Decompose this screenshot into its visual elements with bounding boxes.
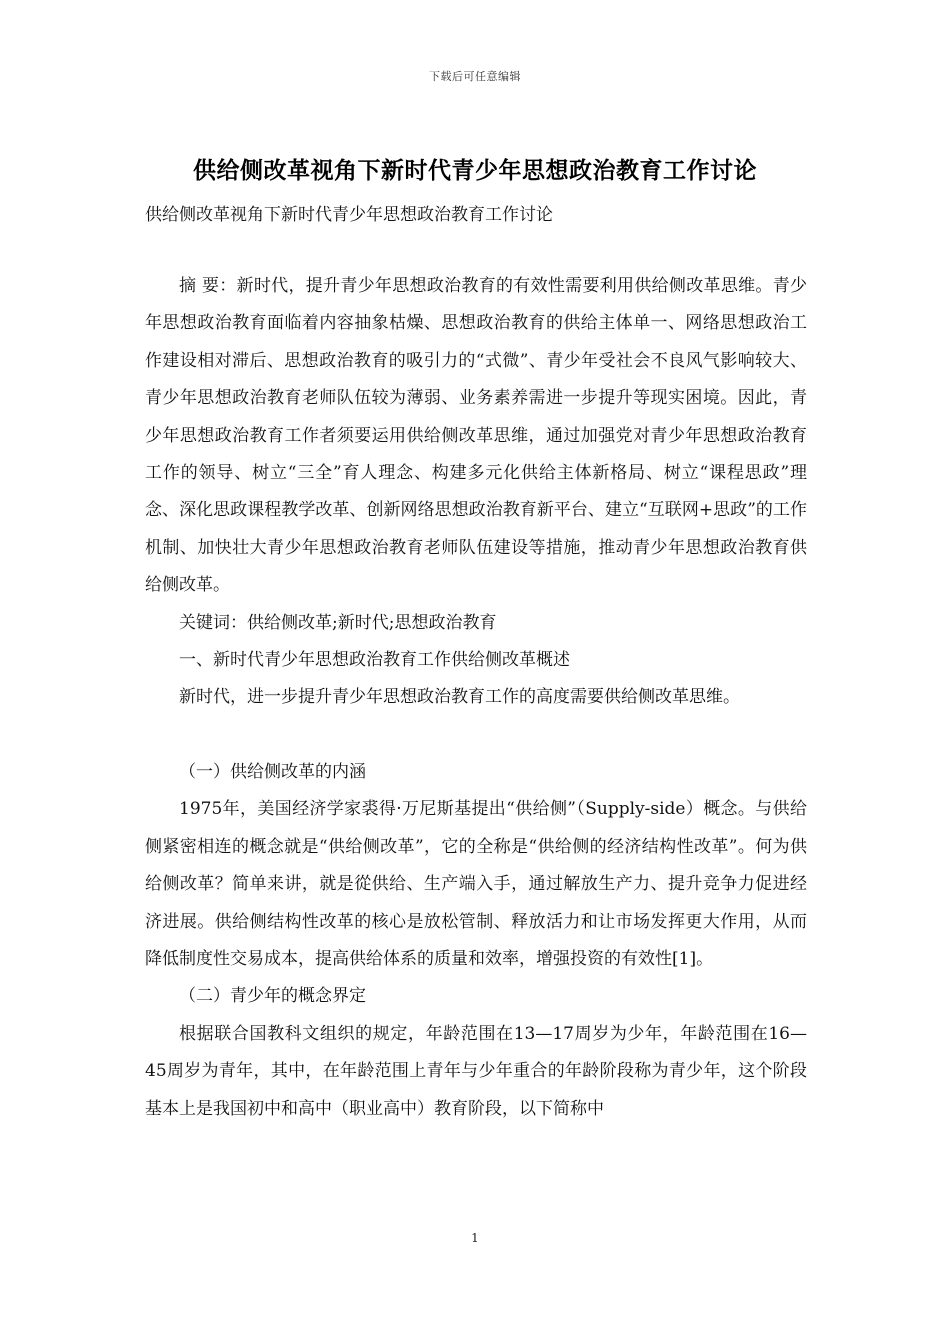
header-note: 下载后可任意编辑 xyxy=(429,70,521,83)
keywords-paragraph: 关键词：供给侧改革;新时代;思想政治教育 xyxy=(179,612,497,633)
subsection-heading: （一）供给侧改革的内涵 xyxy=(179,761,366,782)
document-body xyxy=(145,268,807,1128)
abstract-paragraph: 摘 要：新时代，提升青少年思想政治教育的有效性需要利用供给侧改革思维。青少年思想政治教育面临着内容抽象枯燥、思想政治教育的供给主体单一、网络思想政治工作建设相对滞后、思想政治教育的吸引力的“式微”、青少年受社会不良风气影响较大、青少年思想政治教育老师队伍较为薄弱、业务素养需进一步提升等现实困境。因此，青少年思想政治教育工作者须要运用供给侧改革思维，通过加强党对青少年思想政治教育工作的领导、树立“三全”育人理念、构建多元化供给主体新格局、树立“课程思政”理念、深化思政课程教学改革、创新网络思想政治教育新平台、建立“互联网+思政”的工作机制、加快壮大青少年思想政治教育老师队伍建设等措施，推动青少年思想政治教育供给侧改革。 xyxy=(145,276,807,596)
body-paragraph: 1975年，美国经济学家裘得·万尼斯基提出“供给侧”（Supply-side）概念。与供给侧紧密相连的概念就是“供给侧改革”，它的全称是“供给侧的经济结构性改革”。何为供给侧改革？简单来讲，就是從供给、生产端入手，通过解放生产力、提升竞争力促进经济进展。供给侧结构性改革的核心是放松管制、释放活力和让市场发挥更大作用，从而降低制度性交易成本，提高供给体系的质量和效率，增强投资的有效性[1]。 xyxy=(145,799,807,969)
document-subtitle: 供给侧改革视角下新时代青少年思想政治教育工作讨论 xyxy=(145,205,553,225)
section-intro-paragraph: 新时代，进一步提升青少年思想政治教育工作的高度需要供给侧改革思维。 xyxy=(179,687,740,708)
page-number: 1 xyxy=(471,1231,479,1245)
body-paragraph: 根据联合国教科文组织的规定，年龄范围在13—17周岁为少年，年龄范围在16—45周岁为青年，其中，在年龄范围上青年与少年重合的年龄阶段称为青少年，这个阶段基本上是我国初中和高中（职业高中）教育阶段，以下简称中 xyxy=(145,1023,807,1119)
section-heading: 一、新时代青少年思想政治教育工作供给侧改革概述 xyxy=(179,650,570,671)
document-title: 供给侧改革视角下新时代青少年思想政治教育工作讨论 xyxy=(193,157,757,184)
subsection-heading: （二）青少年的概念界定 xyxy=(179,986,366,1007)
paragraph-spacer xyxy=(145,717,807,754)
